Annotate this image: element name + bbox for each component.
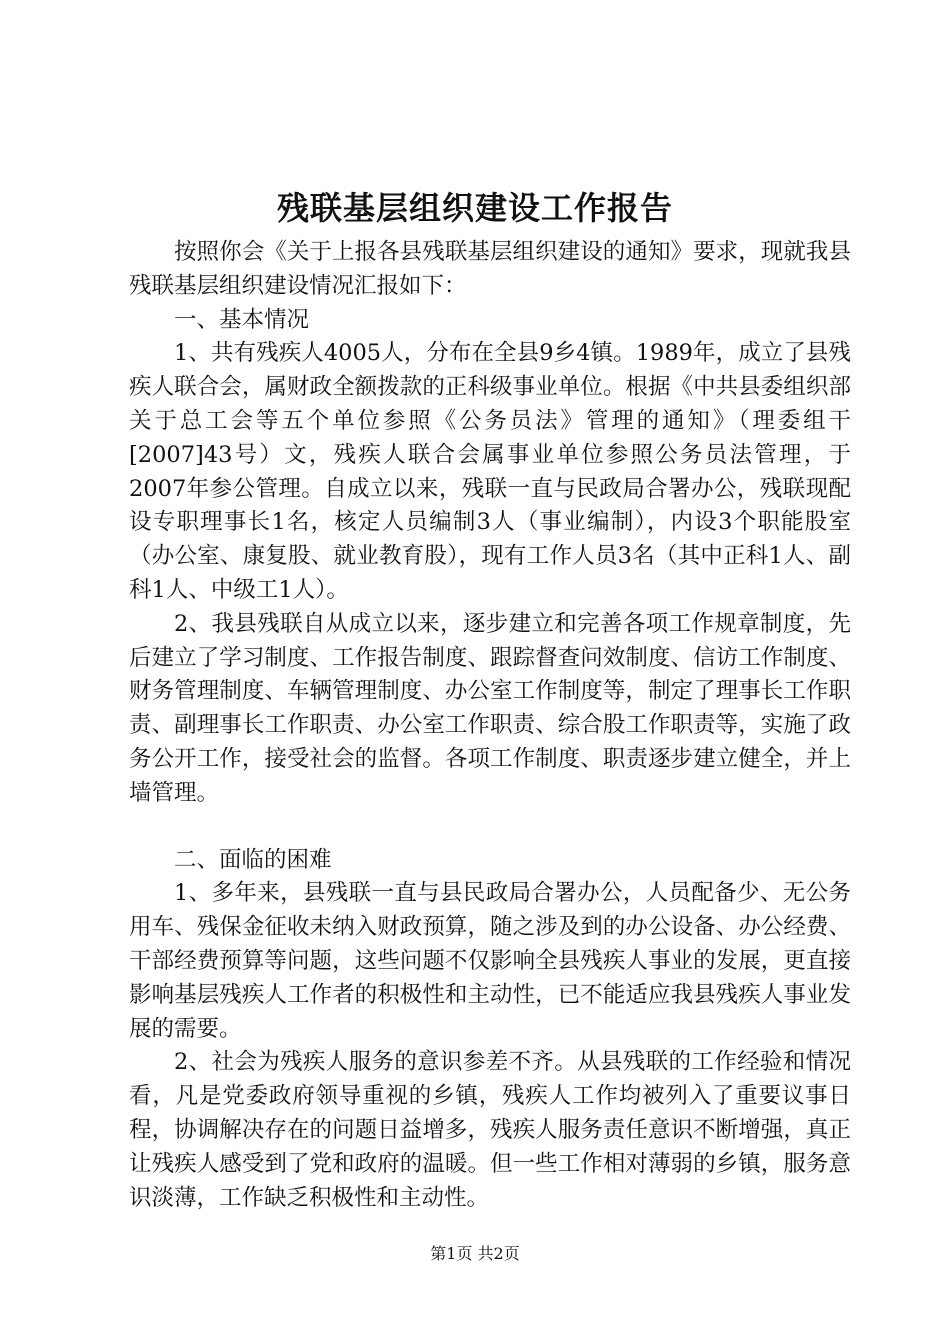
document-title: 残联基层组织建设工作报告 (276, 189, 673, 227)
section-heading-difficulties: 二、面临的困难 (174, 846, 332, 873)
paragraph-difficulty-2: 2、社会为残疾人服务的意识参差不齐。从县残联的工作经验和情况看，凡是党委政府领导重视的乡镇，残疾人工作均被列入了重要议事日程，协调解决存在的问题日益增多，残疾人服务责任意识不断增强，真正让残疾人感受到了党和政府的温暖。但一些工作相对薄弱的乡镇，服务意识淡薄，工作缺乏积极性和主动性。 (129, 1049, 851, 1211)
page-footer: 第1页 共2页 (430, 1244, 520, 1263)
paragraph-difficulty-1: 1、多年来，县残联一直与县民政局合署办公，人员配备少、无公务用车、残保金征收未纳入财政预算，随之涉及到的办公设备、办公经费、干部经费预算等问题，这些问题不仅影响全县残疾人事业的发展，更直接影响基层残疾人工作者的积极性和主动性，已不能适应我县残疾人事业发展的需要。 (129, 880, 851, 1042)
paragraph-basic-1: 1、共有残疾人4005人，分布在全县9乡4镇。1989年，成立了县残疾人联合会，属财政全额拨款的正科级事业单位。根据《中共县委组织部关于总工会等五个单位参照《公务员法》管理的通知》（理委组干[2007]43号）文，残疾人联合会属事业单位参照公务员法管理，于2007年参公管理。自成立以来，残联一直与民政局合署办公，残联现配设专职理事长1名，核定人员编制3人（事业编制），内设3个职能股室（办公室、康复股、就业教育股），现有工作人员3名（其中正科1人、副科1人、中级工1人）。 (129, 340, 851, 603)
paragraph-basic-2: 2、我县残联自从成立以来，逐步建立和完善各项工作规章制度，先后建立了学习制度、工作报告制度、跟踪督查问效制度、信访工作制度、财务管理制度、车辆管理制度、办公室工作制度等，制定了理事长工作职责、副理事长工作职责、办公室工作职责、综合股工作职责等，实施了政务公开工作，接受社会的监督。各项工作制度、职责逐步建立健全，并上墙管理。 (129, 610, 851, 806)
document-body (129, 236, 851, 1215)
intro-paragraph: 按照你会《关于上报各县残联基层组织建设的通知》要求，现就我县残联基层组织建设情况汇报如下： (129, 239, 851, 299)
section-heading-basic-situation: 一、基本情况 (174, 306, 310, 333)
